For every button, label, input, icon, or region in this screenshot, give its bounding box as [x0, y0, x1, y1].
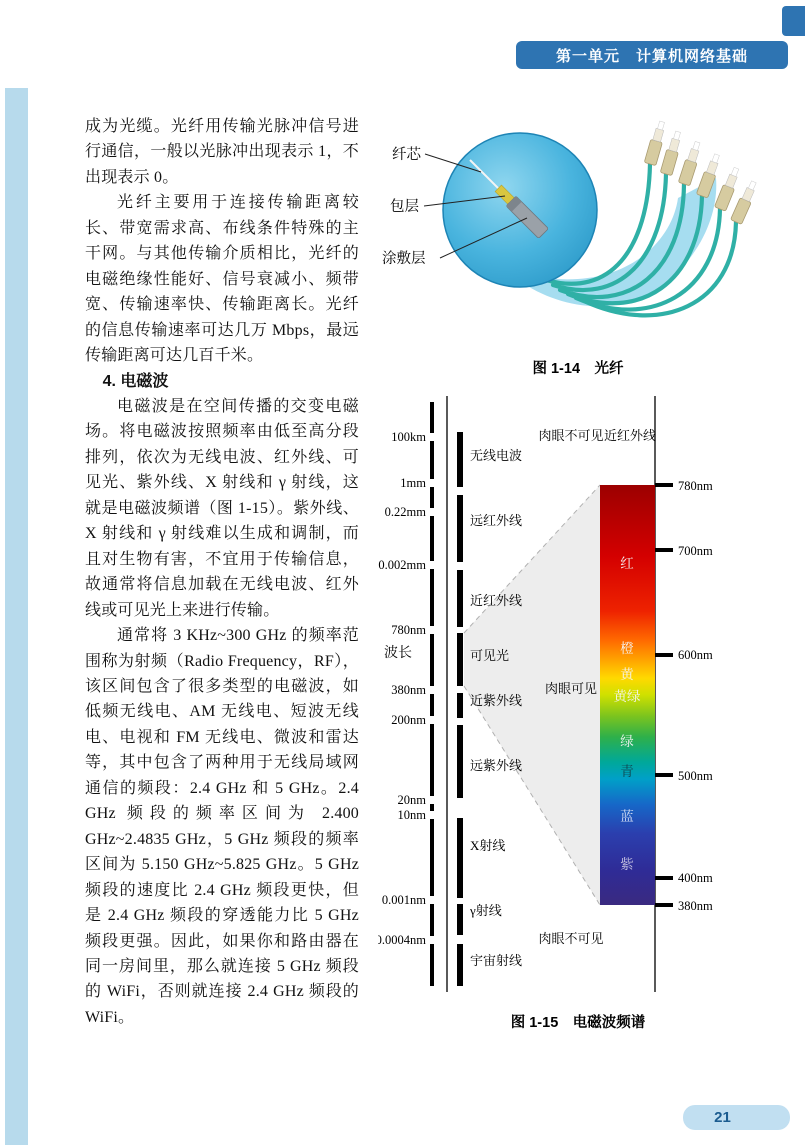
spectrum-label-cyan: 青: [620, 764, 634, 779]
band-extent-bars: [457, 432, 463, 986]
figure-spectrum-caption: 图 1-15 电磁波频谱: [510, 1015, 646, 1031]
right-tick-500nm: 500nm: [678, 769, 713, 783]
band-label-visible: 可见光: [470, 648, 510, 663]
band-label-cosmic: 宇宙射线: [470, 953, 523, 968]
band-label-near-uv: 近紫外线: [470, 693, 523, 708]
right-tick-700nm: 700nm: [678, 544, 713, 558]
wavelength-tick-7: 20nm: [397, 793, 426, 807]
right-tick-380nm: 380nm: [678, 899, 713, 913]
fiber-cladding-label: 包层: [390, 199, 419, 215]
wavelength-tick-3: 0.002mm: [378, 558, 426, 572]
right-tick-780nm: 780nm: [678, 479, 713, 493]
spectrum-label-yellow-green: 黄绿: [613, 689, 641, 704]
wavelength-tick-10: 0.0004nm: [378, 933, 426, 947]
spectrum-label-red: 红: [620, 556, 634, 571]
spectrum-diagram: [378, 390, 778, 1002]
wavelength-tick-1: 1mm: [400, 476, 426, 490]
right-tick-dashes: [655, 485, 673, 905]
paragraph-3: 电磁波是在空间传播的交变电磁场。将电磁波按照频率由低至高分段排列，依次为无线电波、红外线、可见光、紫外线、X 射线和 γ 射线，这就是电磁波频谱（图 1-15）。紫外线、X 射线和 γ 射线难以生成和调制，而且对生物有害，不宜用于传输信息，故通常将信息加载在无线电波、红外线或可见光上来进行传输。: [85, 397, 359, 619]
left-decorative-band: [5, 88, 28, 1145]
band-label-radio: 无线电波: [470, 448, 523, 463]
page-number-badge: [683, 1105, 790, 1130]
fiber-diagram: [378, 110, 778, 348]
section-heading: 4. 电磁波: [102, 372, 169, 390]
right-tick-600nm: 600nm: [678, 648, 713, 662]
paragraph-1: 成为光缆。光纤用传输光脉冲信号进行通信，一般以光脉冲出现表示 1，不出现表示 0。: [85, 118, 359, 186]
spectrum-label-blue: 蓝: [620, 809, 634, 824]
wavelength-tick-2: 0.22mm: [384, 505, 426, 519]
band-label-near-ir: 近红外线: [470, 593, 523, 608]
fiber-core-label: 纤芯: [392, 147, 421, 163]
page-number: 21: [714, 1109, 731, 1126]
visibility-label-middle: 肉眼可见: [544, 681, 598, 696]
wavelength-tick-9: 0.001nm: [381, 893, 426, 907]
spectrum-label-orange: 橙: [620, 641, 634, 656]
spectrum-label-violet: 紫: [620, 857, 634, 872]
paragraph-4: 通常将 3 KHz~300 GHz 的频率范围称为射频（Radio Frequency，RF），该区间包含了很多类型的电磁波，如低频无线电、AM 无线电、短波无线电、电视和 FM 无线电、微波和雷达等，其中包含了两种用于无线局域网通信的频段：2.4 GHz 和 5 GHz。2.4 GHz 频段的频率区间为 2.400 GHz~2.4835 GHz，5 GHz 频段的频率区间为 5.150 GHz~5.825 GHz。5 GHz 频段的速度比 2.4 GHz 频段更快，但是 2.4 GHz 频段的穿透能力比 5 GHz 频段更强。因此，如果你和路由器在同一房间里，那么就连接 5 GHz 频段的 WiFi，否则就连接 2.4 GHz 频段的 WiFi。: [85, 627, 359, 1026]
band-label-gamma: γ射线: [470, 903, 502, 918]
wavelength-tick-0: 100km: [391, 430, 426, 444]
visibility-label-top: 肉眼不可见: [538, 428, 604, 443]
right-tick-400nm: 400nm: [678, 871, 713, 885]
band-label-far-ir: 远红外线: [470, 513, 523, 528]
wavelength-scale-segments: [430, 402, 434, 986]
wavelength-tick-4: 780nm: [391, 623, 426, 637]
spectrum-label-yellow: 黄: [620, 667, 634, 682]
band-label-far-uv: 远紫外线: [470, 758, 523, 773]
wavelength-tick-5: 380nm: [391, 683, 426, 697]
unit-header: [516, 41, 788, 69]
corner-tab: [782, 6, 805, 36]
body-text-column: [85, 114, 359, 1030]
visibility-label-bottom: 肉眼不可见: [538, 931, 604, 946]
wavelength-tick-6: 200nm: [391, 713, 426, 727]
spectrum-label-green: 绿: [620, 734, 634, 749]
wavelength-tick-8: 10nm: [397, 808, 426, 822]
figure-spectrum: [378, 390, 778, 1032]
wavelength-axis-label: 波长: [384, 646, 412, 661]
unit-header-label: 第一单元 计算机网络基础: [555, 47, 748, 65]
paragraph-2: 光纤主要用于连接传输距离较长、带宽需求高、布线条件特殊的主干网。与其他传输介质相比，光纤的电磁绝缘性能好、信号衰减小、频带宽、传输速率快、传输距离长。光纤的信息传输速率可达几万 Mbps，最远传输距离可达几百千米。: [85, 194, 359, 365]
band-label-xray: X射线: [470, 838, 506, 853]
figure-fiber: [378, 110, 778, 378]
figure-fiber-caption: 图 1-14 光纤: [532, 361, 624, 377]
near-infrared-label: 近红外线: [603, 428, 657, 443]
fiber-coating-label: 涂敷层: [382, 251, 426, 267]
